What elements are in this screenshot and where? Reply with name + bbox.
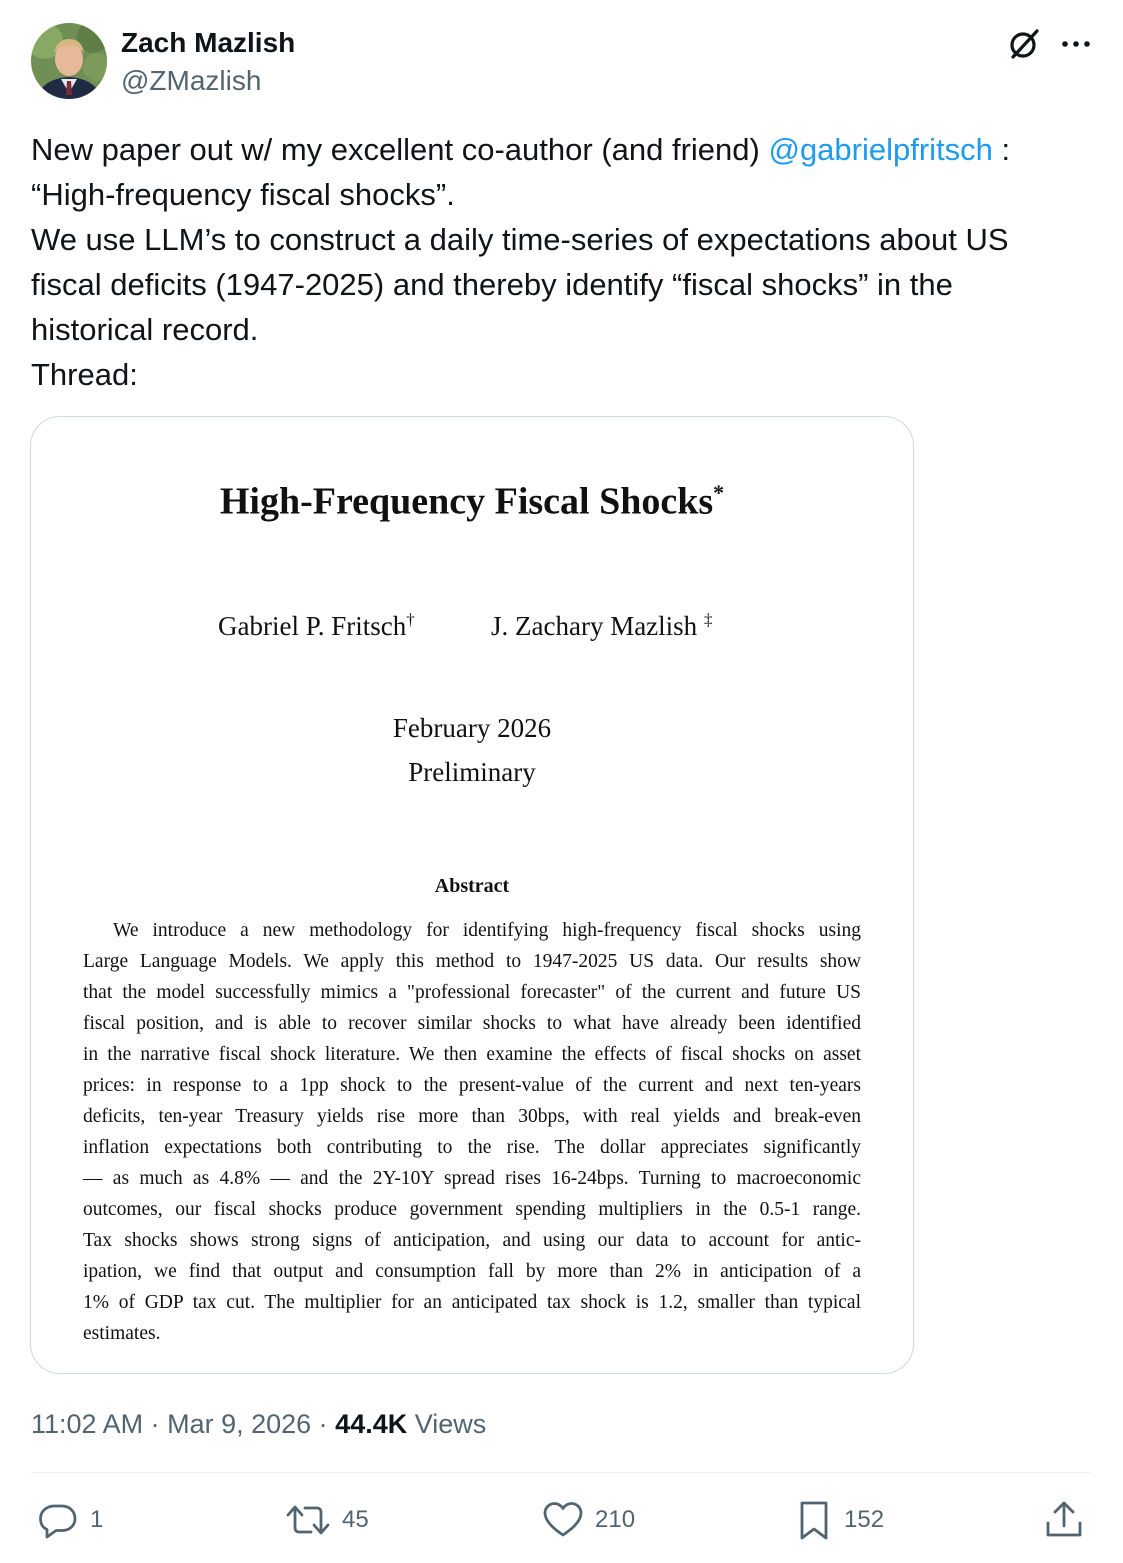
grok-icon[interactable] xyxy=(1004,24,1044,64)
paper-author-2-mark: ‡ xyxy=(703,610,713,629)
abstract-line: outcomes, our fiscal shocks produce government spending multipliers in the 0.5-1 range. xyxy=(83,1199,861,1220)
repost-count: 45 xyxy=(342,1506,369,1533)
tweet-text-segment: New paper out w/ my excellent co-author (and friend) xyxy=(31,132,769,167)
paper-title-text: High-Frequency Fiscal Shocks xyxy=(219,480,714,523)
paper-title xyxy=(31,469,913,526)
abstract-heading: Abstract xyxy=(434,875,510,897)
tweet-line: We use LLM’s to construct a daily time-series of expectations about US xyxy=(31,222,1009,257)
bookmark-button[interactable] xyxy=(794,1496,884,1544)
mention-link[interactable]: @gabrielpfritsch xyxy=(768,132,993,167)
paper-title-footnote-mark: * xyxy=(713,480,725,505)
paper-date: February 2026 xyxy=(392,713,552,743)
repost-button[interactable] xyxy=(284,1496,369,1544)
abstract-line: fiscal position, and is able to recover similar shocks to what have already been identified xyxy=(83,1013,861,1034)
paper-author-2 xyxy=(491,603,712,643)
avatar[interactable] xyxy=(31,23,107,99)
share-button[interactable] xyxy=(1042,1496,1086,1544)
views-label: Views xyxy=(414,1409,487,1439)
heart-icon xyxy=(541,1498,585,1542)
tweet-line: fiscal deficits (1947-2025) and thereby identify “fiscal shocks” in the xyxy=(31,267,953,302)
abstract-line: 1% of GDP tax cut. The multiplier for an anticipated tax shock is 1.2, smaller than typical xyxy=(83,1292,861,1313)
more-icon[interactable] xyxy=(1056,24,1096,64)
abstract-line: deficits, ten-year Treasury yields rise more than 30bps, with real yields and break-even xyxy=(83,1106,861,1127)
views-count[interactable]: 44.4K xyxy=(335,1409,408,1439)
post-time[interactable]: 11:02 AM xyxy=(31,1409,144,1439)
abstract-line: Tax shocks shows strong signs of anticipation, and using our data to account for antic- xyxy=(83,1230,861,1251)
repost-icon xyxy=(284,1498,332,1542)
handle[interactable]: @ZMazlish xyxy=(121,65,262,96)
timestamp-row xyxy=(31,1406,486,1442)
paper-author-1-name: Gabriel P. Fritsch xyxy=(218,611,407,641)
paper-page xyxy=(31,417,913,1373)
reply-count: 1 xyxy=(90,1506,104,1533)
paper-author-1 xyxy=(218,603,415,643)
paper-author-1-mark: † xyxy=(406,610,415,629)
like-button[interactable] xyxy=(541,1496,635,1544)
post-date[interactable]: Mar 9, 2026 xyxy=(167,1409,312,1439)
tweet-text xyxy=(31,127,1091,397)
reply-icon xyxy=(36,1498,80,1542)
bookmark-icon xyxy=(794,1498,834,1542)
abstract-line: prices: in response to a 1pp shock to the present-value of the current and next ten-years xyxy=(83,1075,861,1096)
separator: · xyxy=(143,1409,168,1439)
tweet-line: historical record. xyxy=(31,312,259,347)
paper-status: Preliminary xyxy=(408,757,536,787)
abstract-line: estimates. xyxy=(83,1323,161,1344)
abstract-line: that the model successfully mimics a "professional forecaster" of the current and future US xyxy=(83,982,861,1003)
abstract-line: We introduce a new methodology for identifying high-frequency fiscal shocks using xyxy=(113,920,861,941)
reply-button[interactable] xyxy=(36,1496,103,1544)
bookmark-count: 152 xyxy=(844,1506,885,1533)
like-count: 210 xyxy=(595,1506,636,1533)
abstract-body xyxy=(83,915,861,1349)
share-icon xyxy=(1042,1498,1086,1542)
abstract-line: Large Language Models. We apply this method to 1947-2025 US data. Our results show xyxy=(83,951,861,972)
abstract-line: ipation, we find that output and consumption fall by more than 2% in anticipation of a xyxy=(83,1261,861,1282)
separator: · xyxy=(311,1409,336,1439)
tweet-line xyxy=(31,127,1091,172)
paper-author-2-name: J. Zachary Mazlish xyxy=(491,611,698,641)
tweet-line: Thread: xyxy=(31,357,138,392)
tweet-line: “High-frequency fiscal shocks”. xyxy=(31,177,455,212)
media-image[interactable] xyxy=(30,416,914,1374)
tweet-text-segment: : xyxy=(992,132,1011,167)
abstract-line: — as much as 4.8% — and the 2Y-10Y spread rises 16-24bps. Turning to macroeconomic xyxy=(83,1168,861,1189)
avatar-photo xyxy=(31,23,107,99)
divider xyxy=(30,1472,1092,1473)
abstract-line: in the narrative fiscal shock literature. We then examine the effects of fiscal shocks on asset xyxy=(83,1044,861,1065)
abstract-line: inflation expectations both contributing to the rise. The dollar appreciates significantly xyxy=(83,1137,861,1158)
display-name[interactable]: Zach Mazlish xyxy=(121,27,296,58)
